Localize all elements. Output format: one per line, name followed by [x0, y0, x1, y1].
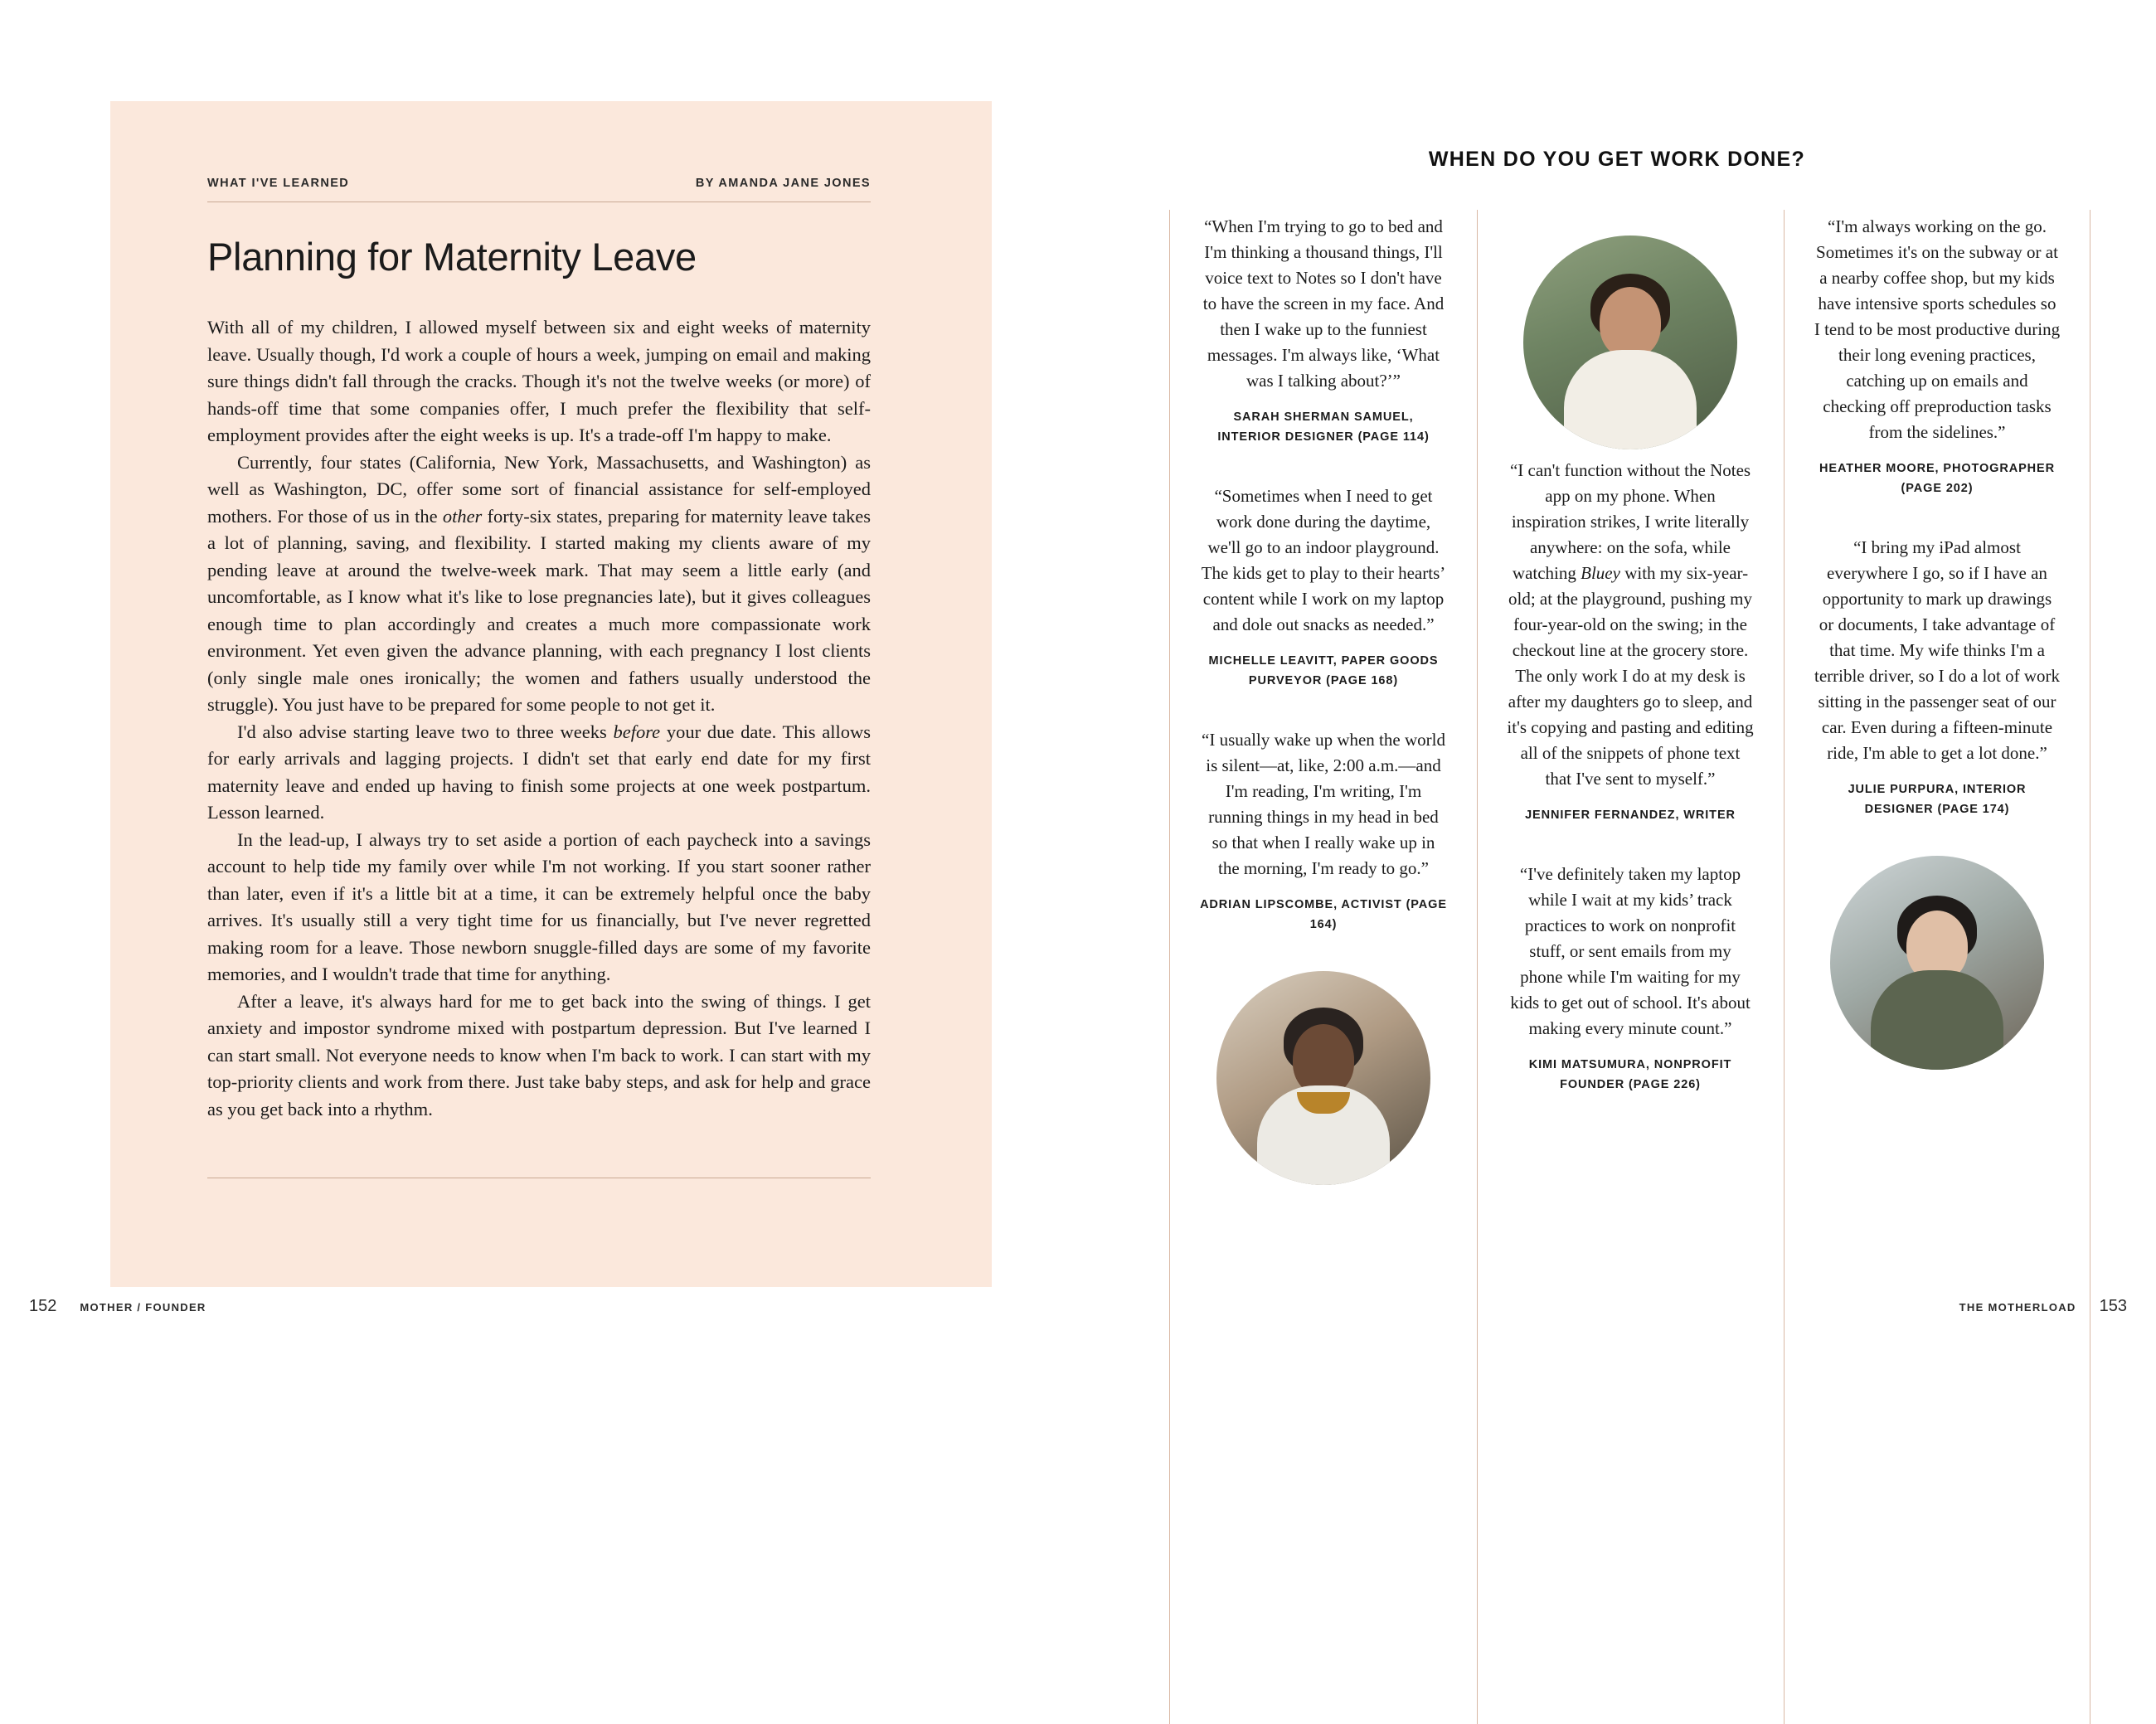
- article-body: [207, 314, 871, 1123]
- paragraph: With all of my children, I allowed myself between six and eight weeks of maternity leave. Usually though, I'd work a couple of hours a week, jumping on email and making sure things didn't fall through the cracks. Though it's not the twelve weeks (or more) of hands-off time that some companies offer, I much prefer the flexibility that self-employment provides after the eight weeks is up. It's a trade-off I'm happy to make.: [207, 317, 871, 445]
- paragraph: After a leave, it's always hard for me to get back into the swing of things. I get anxiety and impostor syndrome mixed with postpartum depression. But I've learned I can start small. Not everyone needs to know when I'm back to work. I can start with my top-priority clients and work from there. Just take baby steps, and ask for help and grace as you get back into a rhythm.: [207, 990, 871, 1119]
- quote-text: “I bring my iPad almost everywhere I go, so if I have an opportunity to mark up drawings or documents, I take advantage of that time. My wife thinks I'm a terrible driver, so I do a lot of work sitting in the passenger seat of our car. Even during a fifteen-minute ride, I'm able to get a lot done.”: [1814, 537, 2060, 763]
- quote-attribution: ADRIAN LIPSCOMBE, ACTIVIST (PAGE 164): [1200, 898, 1447, 931]
- quote-block: [1200, 483, 1447, 691]
- quote-attribution: JULIE PURPURA, INTERIOR DESIGNER (PAGE 174): [1848, 783, 2027, 816]
- kicker-row: [207, 177, 871, 190]
- paragraph: Currently, four states (California, New York, Massachusetts, and Washington) as well as Washington, DC, offer some sort of financial assistance for self-employed mothers. For those of us in the other forty-six states, preparing for maternity leave takes a lot of planning, saving, and flexibility. I started making my clients aware of my pending leave at around the twelve-week mark. That may seem a little early (and uncomfortable, as I know what it's like to lose pregnancies late), but it gives colleagues enough time to plan accordingly and creates a much more compassionate work environment. Yet even given the advance planning, with each pregnancy I lost clients (only single male ones ironically; the women and fathers usually understood the struggle). You just have to be prepared for some people to not get it.: [207, 451, 871, 715]
- paragraph: In the lead-up, I always try to set aside a portion of each paycheck into a savings account to help tide my family over while I'm not working. If you start sooner rather than later, even if it's a little bit at a time, it can be extremely helpful once the baby arrives. It's usually still a very tight time for us financially, but I've never regretted making room for a leave. Those newborn snuggle-filled days are some of my favorite memories, and I wouldn't trade that time for anything.: [207, 828, 871, 984]
- section-question-title: WHEN DO YOU GET WORK DONE?: [1428, 148, 1806, 171]
- page-number-right: 153: [2099, 1297, 2127, 1315]
- kicker-byline: BY AMANDA JANE JONES: [695, 177, 871, 190]
- quote-column-1: [1170, 214, 1477, 1193]
- quote-attribution: KIMI MATSUMURA, NONPROFIT FOUNDER (PAGE 226): [1528, 1058, 1732, 1091]
- portrait-adrian-lipscombe: [1216, 971, 1430, 1185]
- quote-attribution: JENNIFER FERNANDEZ, WRITER: [1525, 809, 1736, 822]
- quote-text: “I usually wake up when the world is silent—at, like, 2:00 a.m.—and I'm reading, I'm writing, I'm running things in my head in bed so that when I really wake up in the morning, I'm ready to go.”: [1202, 730, 1445, 878]
- quote-text: “Sometimes when I need to get work done during the daytime, we'll go to an indoor playground. The kids get to play to their hearts’ content while I work on my laptop and dole out snacks as needed.”: [1201, 486, 1446, 634]
- motherload-arc-logo: [1509, 65, 1725, 108]
- quote-attribution: MICHELLE LEAVITT, PAPER GOODS PURVEYOR (PAGE 168): [1208, 654, 1439, 687]
- left-page: [0, 0, 1078, 1386]
- quote-text: “I've definitely taken my laptop while I wait at my kids’ track practices to work on nonprofit stuff, or sent emails from my phone while I'm waiting for my kids to get out of school. It's about making every minute count.”: [1510, 864, 1751, 1038]
- right-page: [1078, 0, 2156, 1386]
- quote-text: “I'm always working on the go. Sometimes it's on the subway or at a nearby coffee shop, but my kids have intensive sports schedules so I tend to be most productive during their long evening practices, catching up on emails and checking off preproduction tasks from the sidelines.”: [1814, 216, 2061, 442]
- quote-block: [1507, 862, 1754, 1095]
- portrait-jennifer-fernandez: [1523, 236, 1737, 449]
- quote-text: “I can't function without the Notes app on my phone. When inspiration strikes, I write literally anywhere: on the sofa, while watching Bluey with my six-year-old; at the playground, pushing my four-year-old on the swing; in the checkout line at the grocery store. The only work I do at my desk is after my daughters go to sleep, and it's copying and pasting and editing all of the snippets of phone text that I've sent to myself.”: [1507, 460, 1754, 789]
- quote-column-2: [1477, 214, 1784, 1193]
- quote-block: [1200, 727, 1447, 935]
- quote-block: [1814, 214, 2061, 498]
- quote-block: [1200, 214, 1447, 447]
- quote-column-3: [1784, 214, 2090, 1193]
- left-page-content: [207, 177, 871, 1123]
- kicker-section-label: WHAT I'VE LEARNED: [207, 177, 350, 190]
- page-title: Planning for Maternity Leave: [207, 235, 697, 279]
- running-head-left: MOTHER / FOUNDER: [80, 1301, 206, 1314]
- quote-columns: [1170, 214, 2090, 1193]
- quote-block: [1507, 458, 1754, 825]
- quote-attribution: SARAH SHERMAN SAMUEL, INTERIOR DESIGNER (PAGE 114): [1217, 410, 1430, 444]
- running-head-right: THE MOTHERLOAD: [1959, 1301, 2076, 1314]
- portrait-julie-purpura: [1830, 856, 2044, 1070]
- folio-left: [29, 1297, 206, 1316]
- quote-attribution: HEATHER MOORE, PHOTOGRAPHER (PAGE 202): [1819, 462, 2055, 495]
- paragraph: I'd also advise starting leave two to three weeks before your due date. This allows for early arrivals and lagging projects. I didn't set that early end date for my first maternity leave and ended up having to finish some projects at one week postpartum. Lesson learned.: [207, 721, 871, 823]
- folio-right: [1959, 1297, 2127, 1316]
- quote-block: [1814, 535, 2061, 819]
- quote-text: “When I'm trying to go to bed and I'm thinking a thousand things, I'll voice text to Notes so I don't have to have the screen in my face. And then I wake up to the funniest messages. I'm always like, ‘What was I talking about?’”: [1202, 216, 1445, 391]
- page-number-left: 152: [29, 1297, 57, 1315]
